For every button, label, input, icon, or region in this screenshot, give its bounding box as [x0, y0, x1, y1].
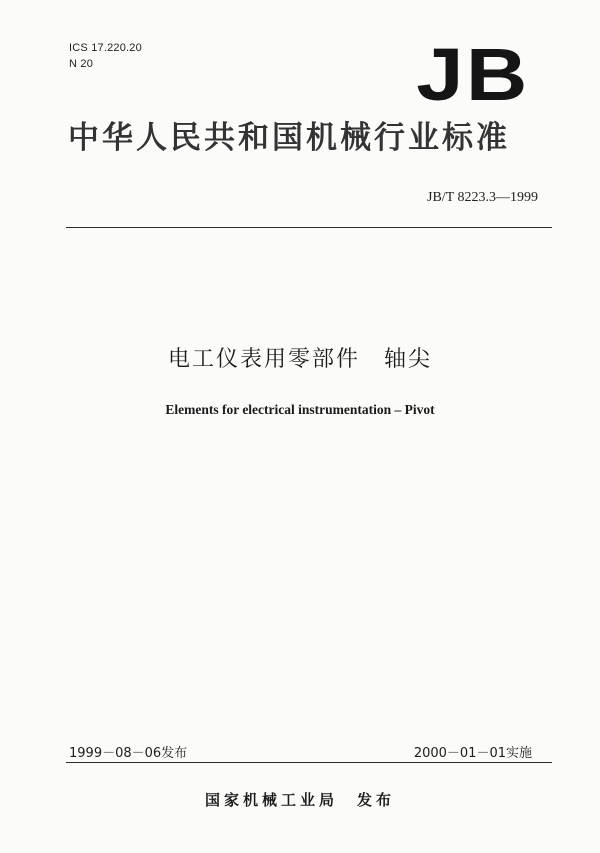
- title-english: Elements for electrical instrumentation – Pivot: [165, 402, 435, 417]
- ics-code: ICS 17.220.20: [69, 42, 142, 54]
- organization-title: 中华人民共和国机械行业标准: [68, 120, 510, 156]
- issuing-authority: 国家机械工业局 发布: [204, 791, 395, 809]
- footer-divider: [66, 762, 552, 763]
- standard-number: JB/T 8223.3—1999: [427, 190, 538, 205]
- ccs-code: N 20: [69, 58, 94, 70]
- publish-date: 1999－08－06发布: [69, 746, 188, 761]
- header-divider: [66, 227, 552, 228]
- title-chinese: 电工仪表用零部件 轴尖: [167, 347, 432, 372]
- jb-logo: JB: [416, 33, 530, 116]
- implementation-date: 2000－01－01实施: [413, 746, 532, 761]
